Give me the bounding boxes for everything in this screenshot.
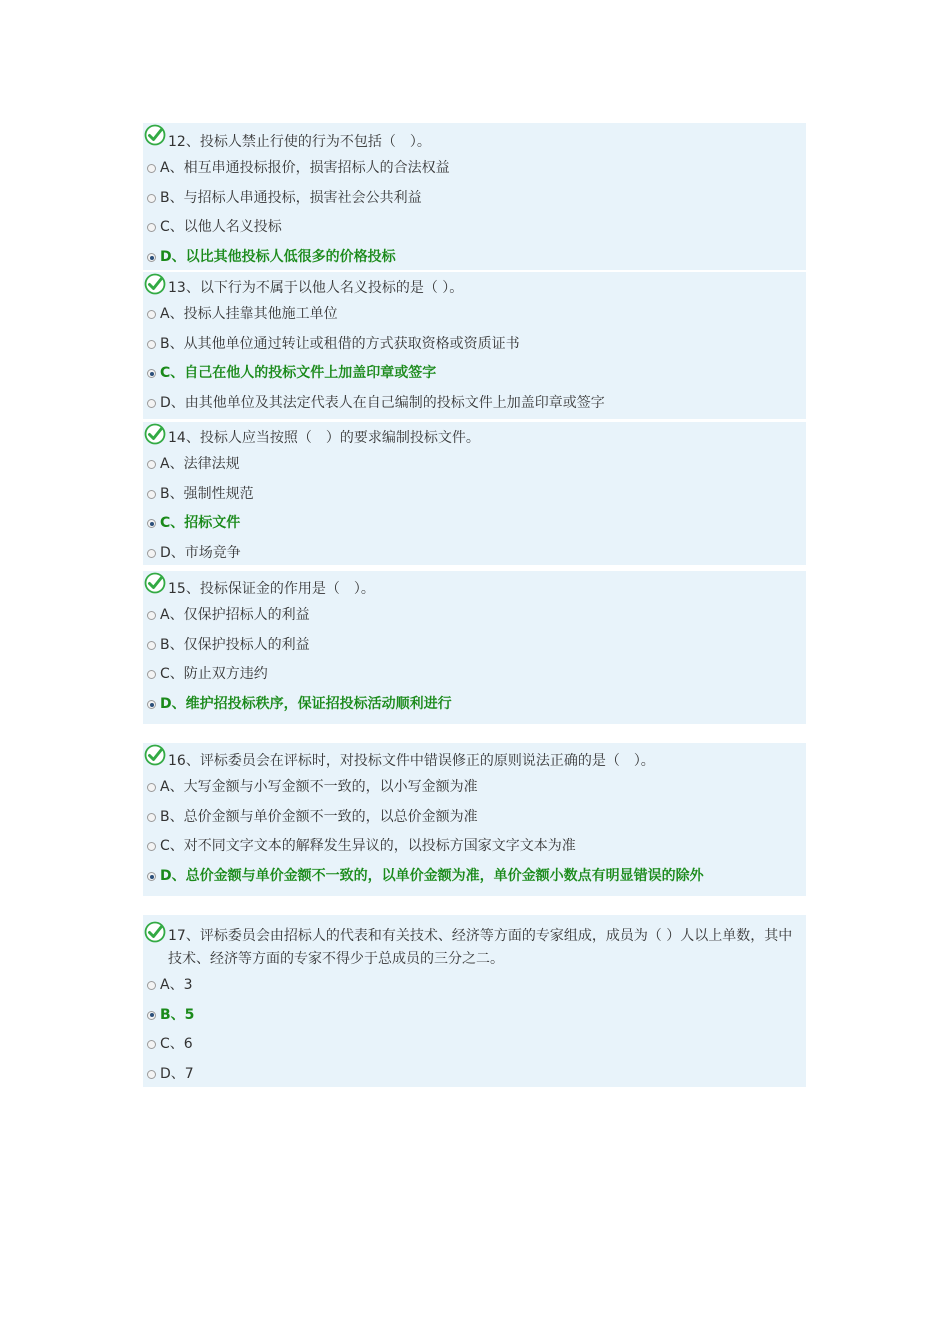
option-d[interactable]: [143, 862, 806, 892]
option-a[interactable]: [143, 450, 806, 480]
correct-check-icon: [144, 744, 166, 766]
option-a[interactable]: [143, 601, 806, 631]
option-label: A、大写金额与小写金额不一致的，以小写金额为准: [160, 779, 478, 795]
option-c[interactable]: [143, 509, 806, 539]
correct-check-icon: [144, 124, 166, 146]
option-a[interactable]: [143, 971, 806, 1001]
radio-button[interactable]: [147, 194, 156, 203]
option-c[interactable]: [143, 213, 806, 243]
radio-button[interactable]: [147, 460, 156, 469]
radio-button[interactable]: [147, 842, 156, 851]
radio-button[interactable]: [147, 1070, 156, 1079]
option-c[interactable]: [143, 660, 806, 690]
option-label: C、防止双方违约: [160, 666, 268, 683]
option-label: C、自己在他人的投标文件上加盖印章或签字: [160, 365, 437, 382]
radio-button[interactable]: [147, 340, 156, 349]
question-text: 13、以下行为不属于以他人名义投标的是（ ）。: [168, 280, 464, 296]
question-text: 12、投标人禁止行使的行为不包括（ ）。: [168, 134, 431, 150]
option-d[interactable]: [143, 539, 806, 569]
option-label: D、由其他单位及其法定代表人在自己编制的投标文件上加盖印章或签字: [160, 395, 605, 412]
radio-button[interactable]: [147, 813, 156, 822]
option-c[interactable]: [143, 832, 806, 862]
question-text: 15、投标保证金的作用是（ ）。: [168, 581, 375, 597]
question-title: [143, 571, 806, 601]
option-label: C、以他人名义投标: [160, 219, 282, 236]
radio-button-selected[interactable]: [147, 872, 156, 881]
option-label: D、以比其他投标人低很多的价格投标: [160, 249, 396, 266]
question-title: [143, 272, 806, 300]
question-text: 16、评标委员会在评标时，对投标文件中错误修正的原则说法正确的是（ ）。: [168, 753, 655, 769]
option-a[interactable]: [143, 154, 806, 184]
option-label: A、仅保护招标人的利益: [160, 607, 310, 623]
radio-button[interactable]: [147, 981, 156, 990]
question-card: [143, 272, 806, 419]
radio-button-selected[interactable]: [147, 369, 156, 378]
option-label: C、6: [160, 1036, 193, 1053]
radio-button[interactable]: [147, 399, 156, 408]
option-label: B、总价金额与单价金额不一致的，以总价金额为准: [160, 808, 478, 825]
correct-check-icon: [144, 572, 166, 594]
option-label: A、投标人挂靠其他施工单位: [160, 306, 338, 322]
radio-button[interactable]: [147, 1040, 156, 1049]
question-title: [143, 422, 806, 450]
option-label: B、从其他单位通过转让或租借的方式获取资格或资质证书: [160, 335, 520, 352]
correct-check-icon: [144, 273, 166, 295]
option-label: B、强制性规范: [160, 485, 254, 502]
radio-button-selected[interactable]: [147, 519, 156, 528]
question-text: 17、评标委员会由招标人的代表和有关技术、经济等方面的专家组成，成员为（ ）人以上单数，其中技术、经济等方面的专家不得少于总成员的三分之二。: [168, 928, 793, 967]
option-d[interactable]: [143, 243, 806, 273]
radio-button-selected[interactable]: [147, 1011, 156, 1020]
radio-button[interactable]: [147, 223, 156, 232]
option-label: C、招标文件: [160, 515, 241, 532]
option-label: A、相互串通投标报价，损害招标人的合法权益: [160, 160, 450, 176]
option-label: B、仅保护投标人的利益: [160, 636, 310, 653]
radio-button[interactable]: [147, 310, 156, 319]
question-title: [143, 915, 806, 971]
option-b[interactable]: [143, 184, 806, 214]
question-title: [143, 743, 806, 773]
option-label: C、对不同文字文本的解释发生异议的，以投标方国家文字文本为准: [160, 838, 576, 855]
option-label: D、维护招投标秩序，保证招投标活动顺利进行: [160, 696, 452, 713]
radio-button[interactable]: [147, 641, 156, 650]
correct-check-icon: [144, 423, 166, 445]
option-label: A、法律法规: [160, 456, 240, 472]
question-text: 14、投标人应当按照（ ）的要求编制投标文件。: [168, 430, 480, 446]
question-card: [143, 915, 806, 1087]
option-label: D、市场竞争: [160, 545, 241, 562]
option-d[interactable]: [143, 690, 806, 720]
option-d[interactable]: [143, 1060, 806, 1090]
radio-button[interactable]: [147, 670, 156, 679]
option-label: A、3: [160, 977, 193, 993]
radio-button[interactable]: [147, 783, 156, 792]
option-label: B、与招标人串通投标，损害社会公共利益: [160, 189, 422, 206]
option-a[interactable]: [143, 300, 806, 330]
correct-check-icon: [144, 921, 166, 943]
radio-button-selected[interactable]: [147, 700, 156, 709]
option-label: D、总价金额与单价金额不一致的，以单价金额为准，单价金额小数点有明显错误的除外: [160, 868, 704, 885]
radio-button[interactable]: [147, 611, 156, 620]
option-c[interactable]: [143, 1030, 806, 1060]
option-b[interactable]: [143, 480, 806, 510]
question-card: [143, 422, 806, 565]
question-card: [143, 123, 806, 270]
option-c[interactable]: [143, 359, 806, 389]
option-label: D、7: [160, 1066, 194, 1083]
option-b[interactable]: [143, 803, 806, 833]
option-b[interactable]: [143, 631, 806, 661]
option-b[interactable]: [143, 330, 806, 360]
question-card: [143, 571, 806, 724]
question-card: [143, 743, 806, 896]
radio-button[interactable]: [147, 549, 156, 558]
radio-button[interactable]: [147, 164, 156, 173]
option-d[interactable]: [143, 389, 806, 419]
option-b[interactable]: [143, 1001, 806, 1031]
option-label: B、5: [160, 1006, 195, 1023]
question-title: [143, 123, 806, 154]
radio-button[interactable]: [147, 490, 156, 499]
radio-button-selected[interactable]: [147, 253, 156, 262]
option-a[interactable]: [143, 773, 806, 803]
